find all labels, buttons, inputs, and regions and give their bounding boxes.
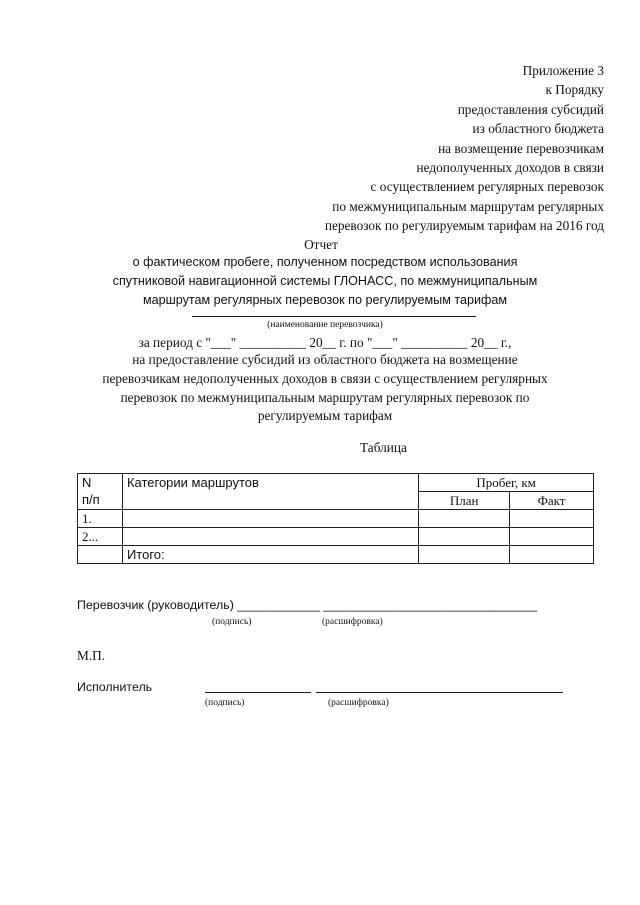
cell-plan (419, 528, 510, 546)
stamp-label: М.П. (77, 648, 106, 663)
purpose-line: перевозок по межмуниципальным маршрутам регулярных перевозок по (120, 389, 530, 405)
appendix-line: Приложение 3 (522, 63, 604, 78)
appendix-line: предоставления субсидий (457, 101, 604, 117)
appendix-line: из областного бюджета (472, 121, 604, 137)
header-mileage: Пробег, км (419, 474, 594, 492)
carrier-name-caption: (наименование перевозчика) (267, 320, 383, 330)
header-number-line: N (82, 475, 92, 490)
appendix-line: по межмуниципальным маршрутам регулярных (332, 198, 604, 214)
cell-fact (510, 528, 594, 546)
purpose-line: перевозчикам недополученных доходов в связи с осуществлением регулярных (102, 370, 548, 386)
table-caption: Таблица (360, 440, 407, 455)
carrier-decode-caption: (расшифровка) (322, 617, 383, 627)
appendix-line: с осуществлением регулярных перевозок (370, 179, 604, 195)
executor-decode-caption: (расшифровка) (328, 698, 389, 708)
cell-fact (510, 546, 594, 564)
report-title: Отчет (304, 237, 338, 252)
purpose-block (60, 351, 590, 426)
cell-number: 2... (78, 528, 123, 546)
carrier-sign-caption: (подпись) (212, 617, 252, 627)
carrier-name-line (192, 316, 476, 317)
purpose-line: регулируемым тарифам (257, 408, 393, 424)
header-number-line: п/п (82, 492, 100, 507)
purpose-line: на предоставление субсидий из областного бюджета на возмещение (132, 352, 518, 367)
table-row (78, 510, 594, 528)
header-fact: Факт (510, 492, 594, 510)
executor-label: Исполнитель (77, 680, 153, 694)
cell-number (78, 546, 123, 564)
appendix-line: перевозок по регулируемым тарифам на 2016 год (324, 218, 604, 234)
cell-plan (419, 510, 510, 528)
header-categories: Категории маршрутов (122, 474, 418, 510)
carrier-signature-label: Перевозчик (руководитель) ____________ _______________________________ (77, 598, 538, 612)
report-subtitle-line: о фактическом пробеге, полученном посредством использования (132, 255, 518, 269)
cell-category (122, 510, 418, 528)
cell-category (122, 528, 418, 546)
table-row (78, 528, 594, 546)
executor-sign-line (205, 692, 311, 693)
executor-sign-caption: (подпись) (205, 698, 245, 708)
header-plan: План (419, 492, 510, 510)
cell-category: Итого: (122, 546, 418, 564)
report-subtitle (60, 253, 590, 310)
appendix-line: недополученных доходов в связи (416, 160, 604, 176)
cell-plan (419, 546, 510, 564)
table-row (78, 546, 594, 564)
report-subtitle-line: спутниковой навигационной системы ГЛОНАСС, по межмуниципальным (112, 274, 538, 288)
period-line: за период с "___" __________ 20__ г. по "___" __________ 20__ г., (138, 335, 512, 350)
header-number (78, 474, 123, 510)
appendix-line: на возмещение перевозчикам (438, 140, 604, 156)
executor-decode-line (316, 692, 563, 693)
mileage-table (77, 473, 594, 564)
cell-number: 1. (78, 510, 123, 528)
report-subtitle-line: маршрутам регулярных перевозок по регулируемым тарифам (142, 293, 508, 307)
cell-fact (510, 510, 594, 528)
appendix-line: к Порядку (545, 82, 604, 98)
table-header-row (78, 474, 594, 492)
appendix-header (244, 61, 604, 236)
